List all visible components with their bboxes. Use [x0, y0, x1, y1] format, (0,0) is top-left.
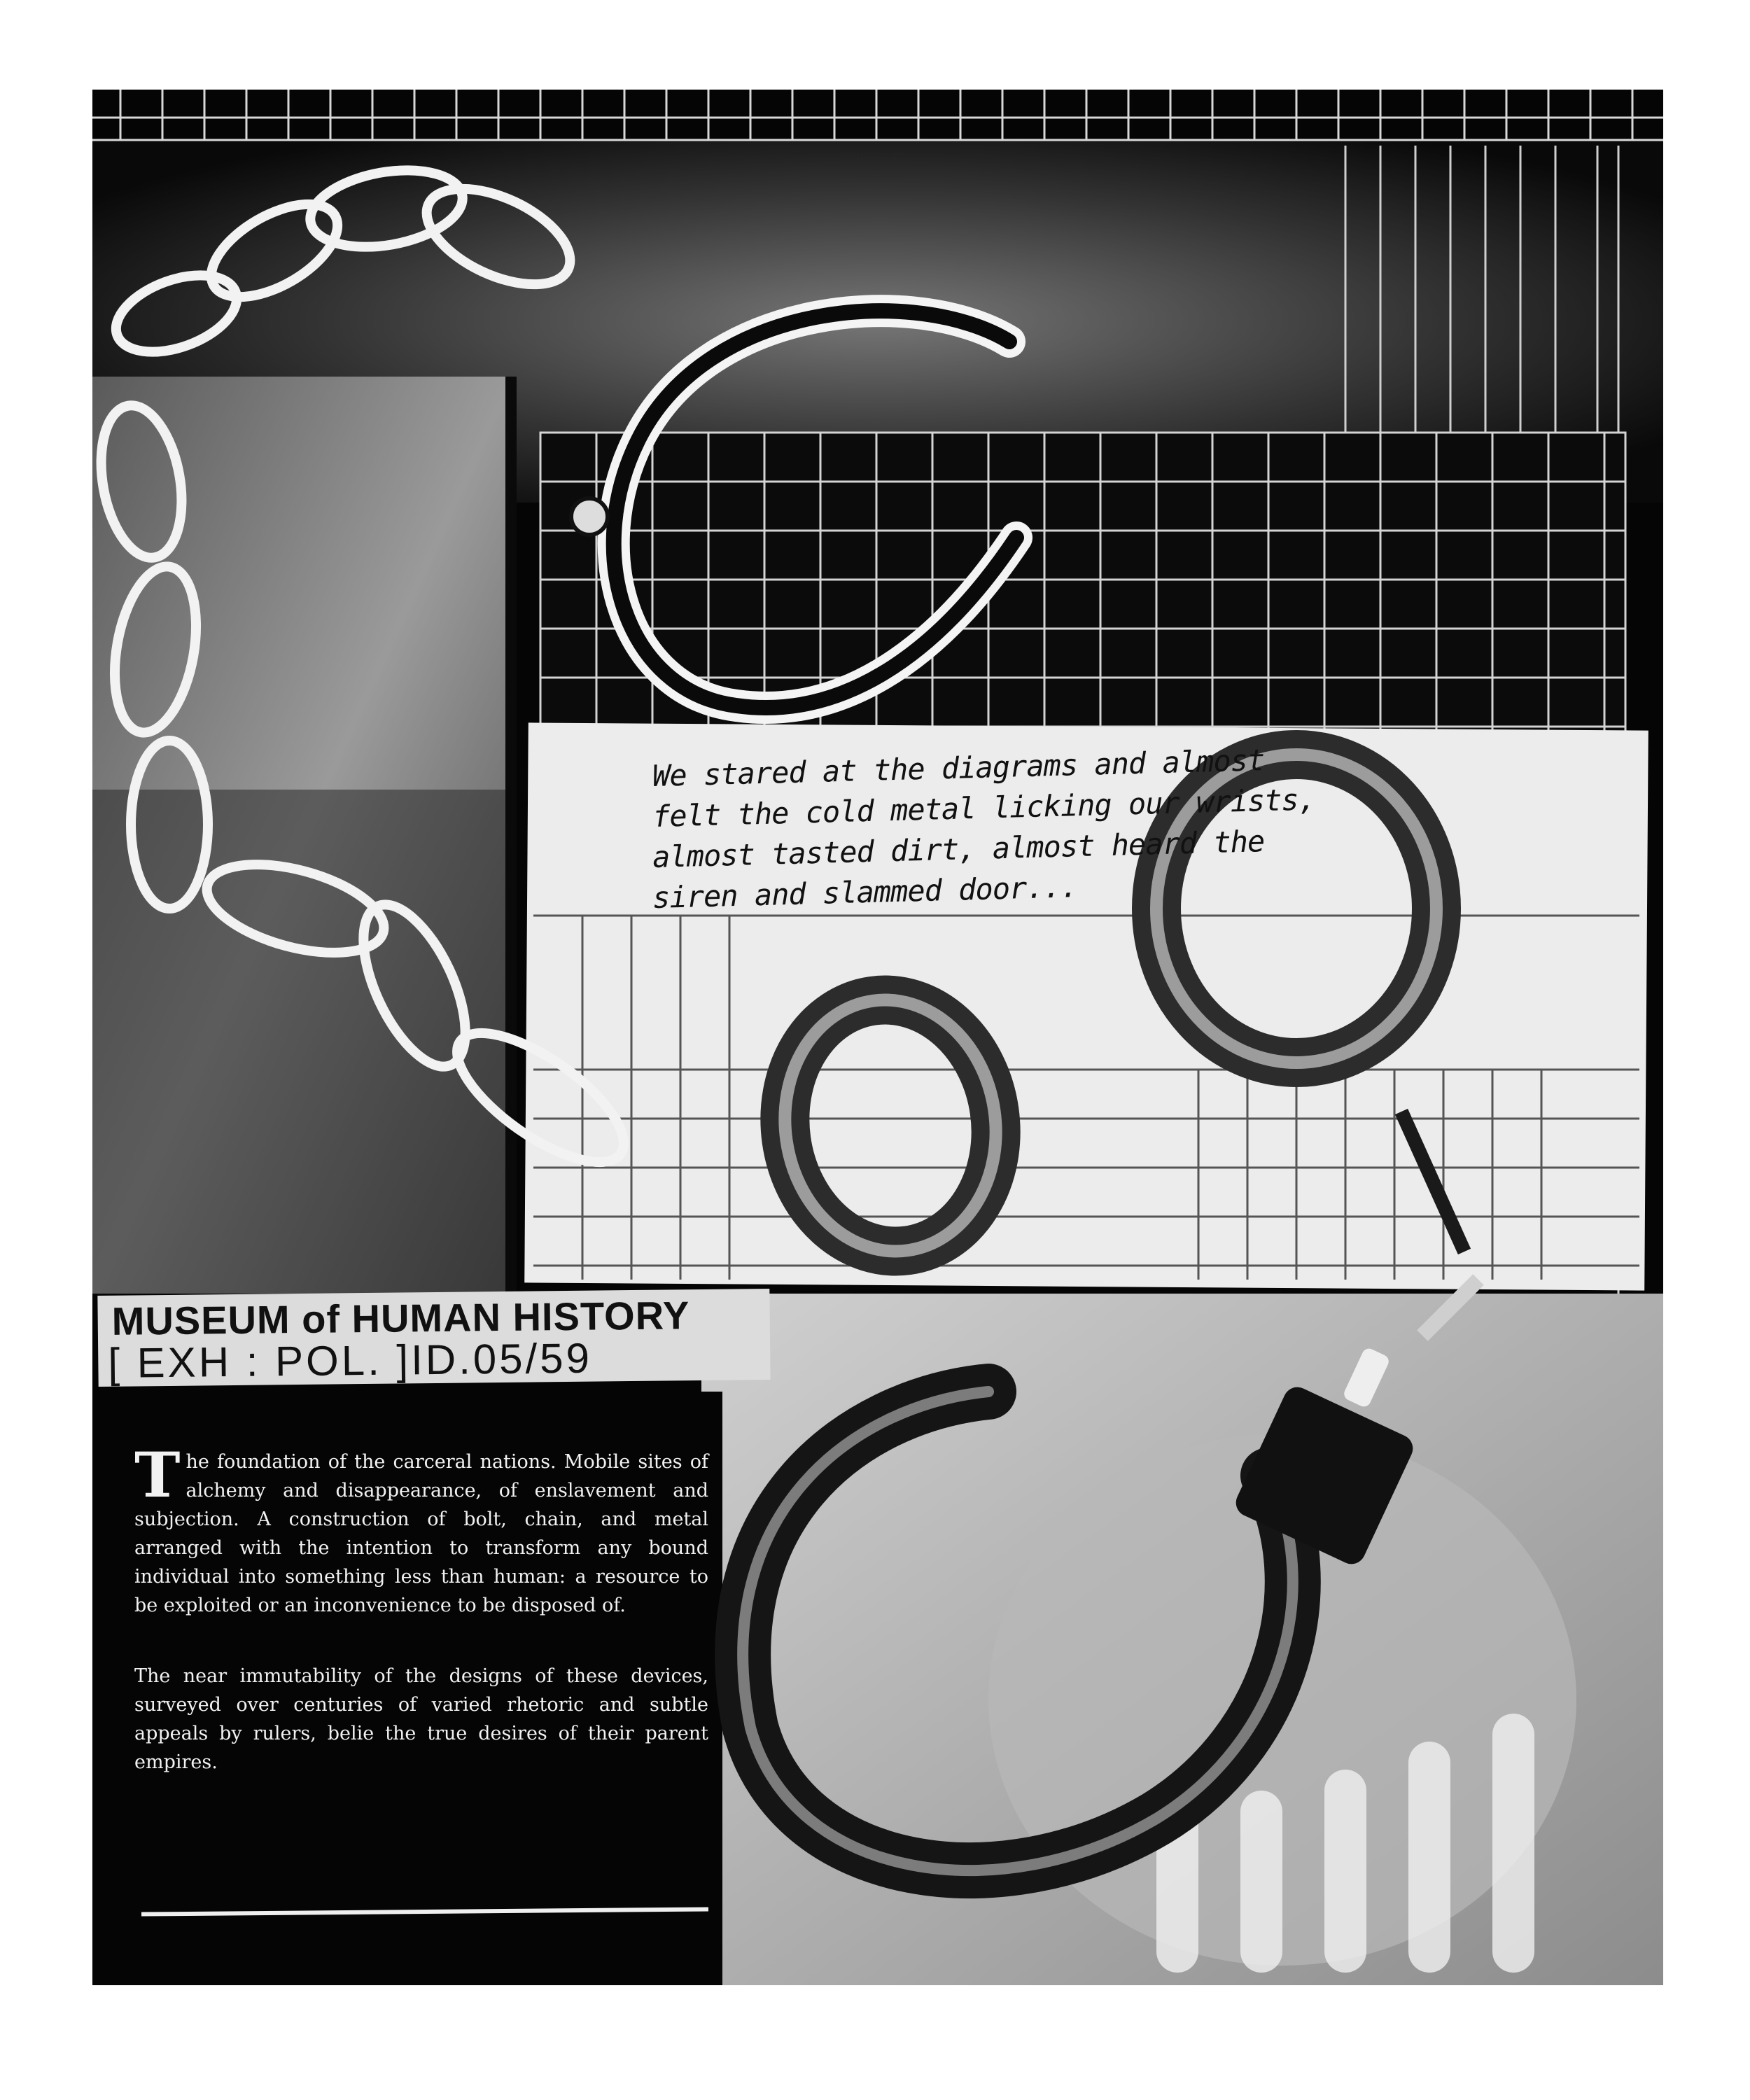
note-line: We stared at the diagrams and almost — [652, 743, 1265, 794]
note-line: almost tasted dirt, almost heard the — [652, 824, 1265, 875]
artwork-page — [92, 90, 1663, 1985]
paragraph-1 — [134, 1438, 708, 1620]
museum-label — [97, 1289, 770, 1387]
note-line: siren and slammed door... — [652, 869, 1078, 916]
handwritten-note — [652, 743, 1316, 986]
hand-photo-panel — [701, 1294, 1663, 1985]
paragraph-1-text: he foundation of the carceral nations. Mobile sites of alchemy and disappearance, of enslavement and subjection. A construction of bolt, chain, and metal arranged with the intention to transform any bound individual into something less than human: a resource to be exploited or an inconvenience to be disposed of. — [134, 1451, 708, 1616]
exhibit-id: [ EXH : POL. ]ID.05/59 — [108, 1334, 593, 1387]
note-line: felt the cold metal licking our wrists, — [652, 782, 1316, 834]
description-text — [134, 1438, 708, 1819]
drop-cap: T — [134, 1438, 181, 1511]
top-ruler — [92, 90, 1663, 140]
paragraph-2: The near immutability of the designs of these devices, surveyed over centuries of varied rhetoric and subtle appeals by rulers, belie the true desires of their parent empires. — [134, 1665, 708, 1773]
museum-title: MUSEUM of HUMAN HISTORY — [111, 1293, 690, 1343]
